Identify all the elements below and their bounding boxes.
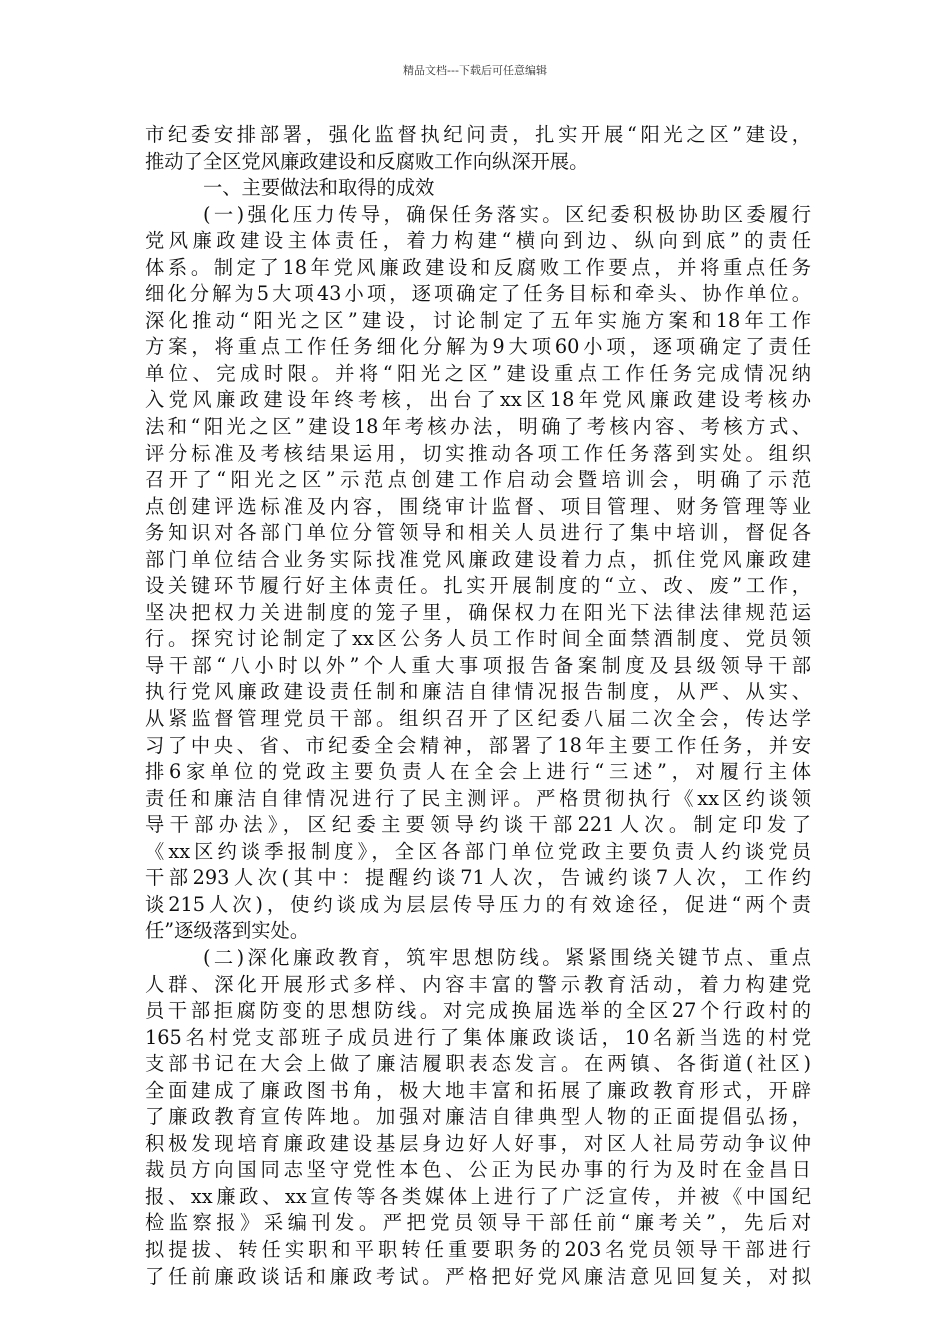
paragraph-line: 坚决把权力关进制度的笼子里，确保权力在阳光下法律法律规范运 — [145, 600, 811, 624]
paragraph-line: 《xx区约谈季报制度》，全区各部门单位党政主要负责人约谈党员 — [145, 839, 811, 863]
paragraph-line: (二)深化廉政教育，筑牢思想防线。紧紧围绕关键节点、重点 — [203, 945, 811, 969]
page-header: 精品文档---下载后可任意编辑 — [403, 64, 547, 77]
document-body — [145, 122, 811, 1290]
paragraph-line: 干部293人次(其中：提醒约谈71人次，告诫约谈7人次，工作约 — [145, 866, 811, 890]
paragraph-line: 市纪委安排部署，强化监督执纪问责，扎实开展“阳光之区”建设， — [145, 123, 811, 146]
paragraph-line: 裁员方向国同志坚守党性本色、公正为民办事的行为及时在金昌日 — [145, 1158, 811, 1182]
paragraph-line: 点创建评选标准及内容，围绕审计监督、项目管理、财务管理等业 — [145, 494, 811, 518]
paragraph-line: 党风廉政建设主体责任，着力构建“横向到边、纵向到底”的责任 — [145, 229, 811, 253]
paragraph-line: 人群、深化开展形式多样、内容丰富的警示教育活动，着力构建党 — [145, 972, 811, 996]
paragraph-line: 法和“阳光之区”建设18年考核办法，明确了考核内容、考核方式、 — [145, 415, 811, 439]
paragraph-line: (一)强化压力传导，确保任务落实。区纪委积极协助区委履行 — [203, 202, 811, 226]
paragraph-line: 入党风廉政建设年终考核，出台了xx区18年党风廉政建设考核办 — [145, 388, 811, 412]
paragraph-line: 评分标准及考核结果运用，切实推动各项工作任务落到实处。组织 — [145, 441, 811, 465]
paragraph-line: 务知识对各部门单位分管领导和相关人员进行了集中培训，督促各 — [145, 521, 811, 545]
paragraph-line: 方案，将重点工作任务细化分解为9大项60小项，逐项确定了责任 — [145, 335, 811, 359]
paragraph-line: 习了中央、省、市纪委全会精神，部署了18年主要工作任务，并安 — [145, 733, 811, 757]
paragraph-line: 导干部办法》，区纪委主要领导约谈干部221人次。制定印发了 — [145, 813, 811, 837]
section-heading: 一、主要做法和取得的成效 — [203, 176, 435, 200]
paragraph-line: 深化推动“阳光之区”建设，讨论制定了五年实施方案和18年工作 — [145, 308, 811, 332]
paragraph-line: 员干部拒腐防变的思想防线。对完成换届选举的全区27个行政村的 — [145, 999, 811, 1023]
paragraph-line: 支部书记在大会上做了廉洁履职表态发言。在两镇、各街道(社区) — [145, 1052, 811, 1076]
paragraph-line: 了廉政教育宣传阵地。加强对廉洁自律典型人物的正面提倡弘扬， — [145, 1105, 811, 1129]
paragraph-line: 推动了全区党风廉政建设和反腐败工作向纵深开展。 — [145, 149, 589, 173]
paragraph-line: 体系。制定了18年党风廉政建设和反腐败工作要点，并将重点任务 — [145, 255, 811, 279]
paragraph-line: 行。探究讨论制定了xx区公务人员工作时间全面禁酒制度、党员领 — [145, 627, 811, 651]
paragraph-line: 单位、完成时限。并将“阳光之区”建设重点工作任务完成情况纳 — [145, 361, 811, 385]
paragraph-line: 从紧监督管理党员干部。组织召开了区纪委八届二次全会，传达学 — [145, 707, 811, 731]
paragraph-line: 报、xx廉政、xx宣传等各类媒体上进行了广泛宣传，并被《中国纪 — [145, 1184, 811, 1208]
paragraph-line: 部门单位结合业务实际找准党风廉政建设着力点，抓住党风廉政建 — [145, 547, 811, 571]
paragraph-line: 设关键环节履行好主体责任。扎实开展制度的“立、改、废”工作， — [145, 574, 811, 598]
paragraph-line: 导干部“八小时以外”个人重大事项报告备案制度及县级领导干部 — [145, 653, 811, 677]
paragraph-line: 了任前廉政谈话和廉政考试。严格把好党风廉洁意见回复关，对拟 — [145, 1264, 811, 1288]
paragraph-line: 积极发现培育廉政建设基层身边好人好事，对区人社局劳动争议仲 — [145, 1131, 811, 1155]
paragraph-line: 拟提拔、转任实职和平职转任重要职务的203名党员领导干部进行 — [145, 1237, 811, 1261]
paragraph-line: 执行党风廉政建设责任制和廉洁自律情况报告制度，从严、从实、 — [145, 680, 811, 704]
paragraph-line: 全面建成了廉政图书角，极大地丰富和拓展了廉政教育形式，开辟 — [145, 1078, 811, 1102]
paragraph-line: 责任和廉洁自律情况进行了民主测评。严格贯彻执行《xx区约谈领 — [145, 786, 811, 810]
paragraph-line: 细化分解为5大项43小项，逐项确定了任务目标和牵头、协作单位。 — [145, 282, 811, 306]
paragraph-line: 召开了“阳光之区”示范点创建工作启动会暨培训会，明确了示范 — [145, 468, 811, 492]
paragraph-line: 谈215人次)，使约谈成为层层传导压力的有效途径，促进“两个责 — [145, 892, 811, 916]
paragraph-line: 排6家单位的党政主要负责人在全会上进行“三述”，对履行主体 — [145, 760, 811, 784]
paragraph-line: 165名村党支部班子成员进行了集体廉政谈话，10名新当选的村党 — [145, 1025, 811, 1049]
paragraph-line: 任”逐级落到实处。 — [145, 919, 310, 943]
paragraph-line: 检监察报》采编刊发。严把党员领导干部任前“廉考关”，先后对 — [145, 1211, 811, 1235]
